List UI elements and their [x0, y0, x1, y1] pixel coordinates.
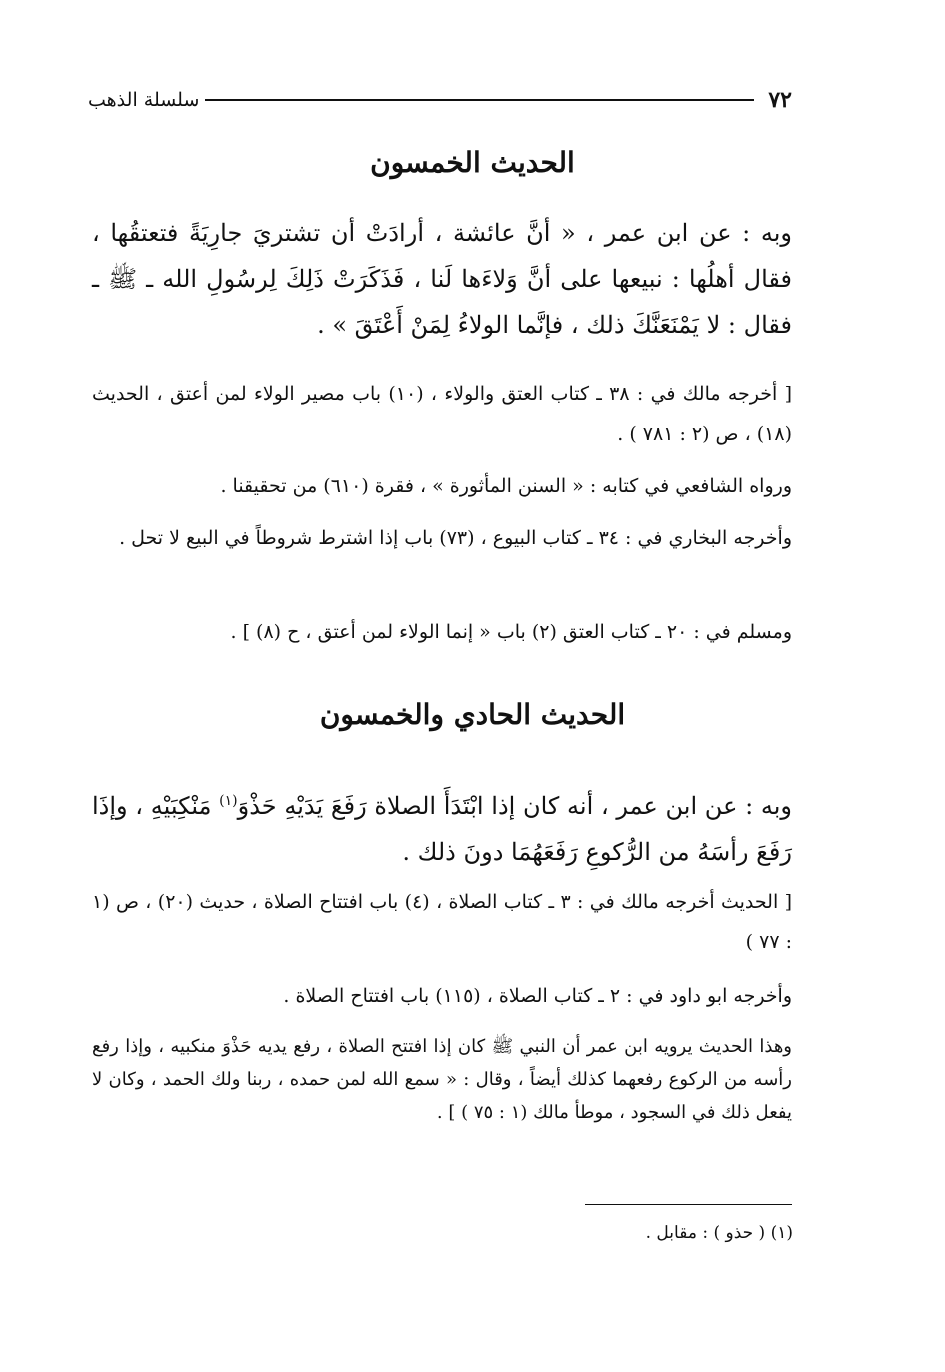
running-title: سلسلة الذهب: [88, 89, 200, 111]
hadith-51-text: [92, 778, 792, 875]
hadith-51-text-part-1: وبه : عن ابن عمر ، أنه كان إذا ابْتَدَأَ الصلاة رَفَعَ يَدَيْهِ حَذْوَ: [237, 792, 793, 820]
hadith-51-note-2: وأخرجه ابو داود في : ٢ ـ كتاب الصلاة ، (١١٥) باب افتتاح الصلاة .: [283, 985, 792, 1007]
footnote-1: (١) ( حذو ) : مقابل .: [645, 1223, 793, 1243]
hadith-50-note-2: ورواه الشافعي في كتابه : « السنن المأثورة » ، فقرة (٦١٠) من تحقيقنا .: [220, 475, 792, 497]
hadith-50-text: وبه : عن ابن عمر ، « أنَّ عائشة ، أرادَتْ أن تشتريَ جارِيَةً فتعتقُها ، فقال أهلُها : نبيعها على أنَّ وَلاءَها لَنا ، فَذَكَرَتْ ذَلِكَ لِرسُولِ الله ـ ﷺ ـ فقال : لا يَمْنَعَنَّكَ ذلك ، فإنَّما الولاءُ لِمَنْ أَعْتَقَ » .: [92, 219, 792, 339]
hadith-51-closing-note: وهذا الحديث يرويه ابن عمر أن النبي ﷺ كان إذا افتتح الصلاة ، رفع يديه حَذْوَ منكبيه ، وإذا رفع رأسه من الركوع رفعهما كذلك أيضاً ، وقال : « سمع الله لمن حمده ، ربنا ولك الحمد ، وكان لا يفعل ذلك في السجود ، موطأ مالك (١ : ٧٥ ) ] .: [92, 1036, 792, 1123]
hadith-51-text-part-2: مَنْكِبَيْهِ ، وإذَا رَفَعَ رأسَهُ من الرُّكوعِ رَفَعَهُمَا دونَ ذلك .: [92, 792, 792, 866]
page-number: ٧٢: [768, 87, 792, 113]
footnote-marker: (١): [219, 793, 238, 809]
hadith-50-note-3: وأخرجه البخاري في : ٣٤ ـ كتاب البيوع ، (٧٣) باب إذا اشترط شروطاً في البيع لا تحل .: [119, 527, 792, 549]
page-header: [88, 84, 792, 116]
hadith-51-note-1: [ الحديث أخرجه مالك في : ٣ ـ كتاب الصلاة ، (٤) باب افتتاح الصلاة ، حديث (٢٠) ، ص (١ : ٧٧ ): [92, 891, 792, 953]
hadith-50-title: الحديث الخمسون: [370, 146, 575, 179]
hadith-50-note-1: [ أخرجه مالك في : ٣٨ ـ كتاب العتق والولاء ، (١٠) باب مصير الولاء لمن أعتق ، الحديث (١٨) ، ص (٢ : ٧٨١ ) .: [92, 383, 792, 445]
header-rule: [205, 99, 754, 101]
footnote-separator: [585, 1204, 792, 1205]
hadith-51-title: الحديث الحادي والخمسون: [319, 698, 626, 731]
hadith-50-note-4: ومسلم في : ٢٠ ـ كتاب العتق (٢) باب « إنما الولاء لمن أعتق ، ح (٨) ] .: [230, 621, 792, 643]
